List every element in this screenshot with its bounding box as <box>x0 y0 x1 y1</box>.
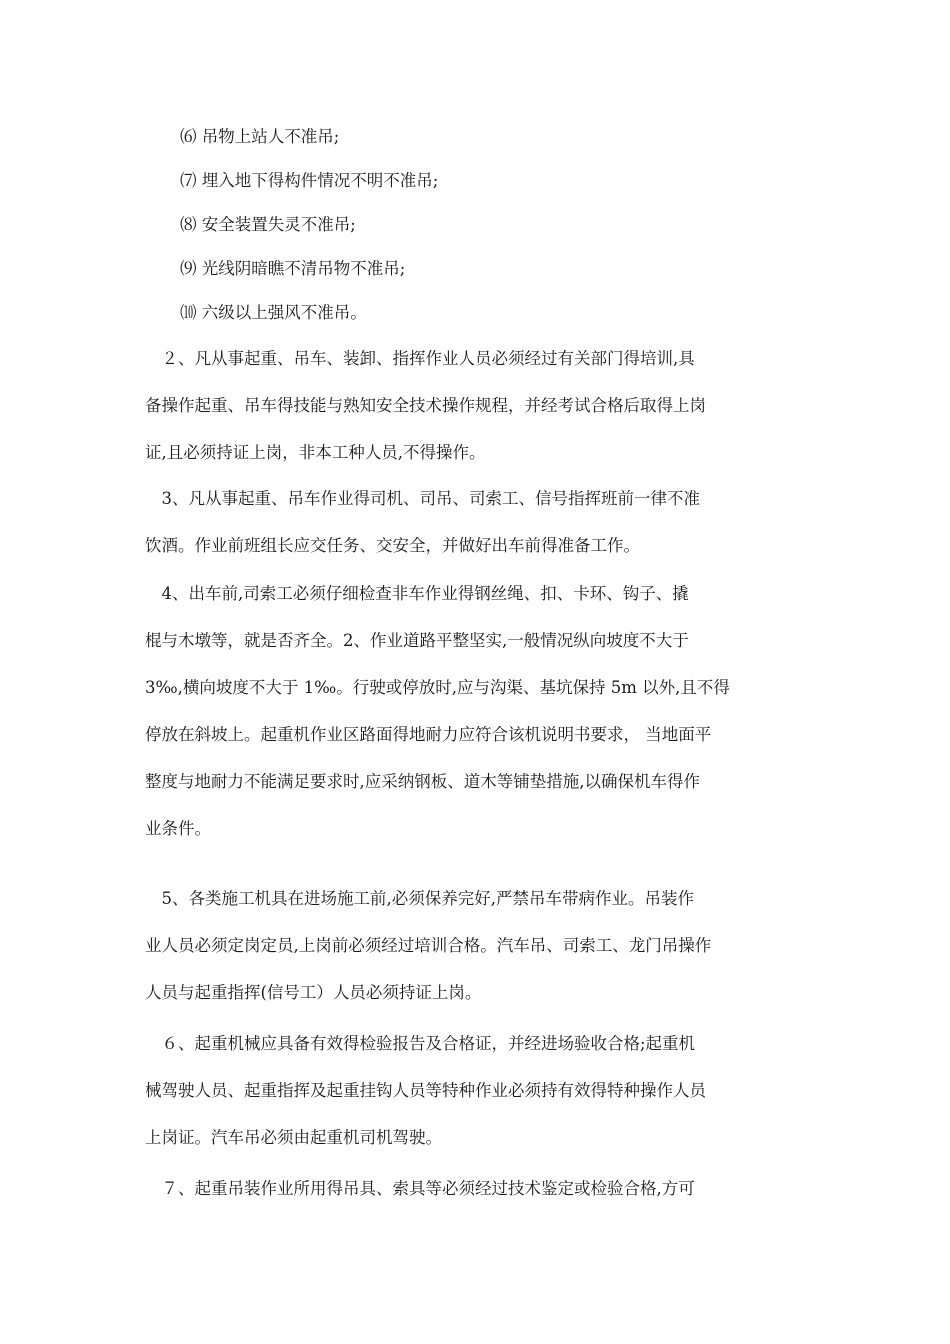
paragraph-2 <box>145 335 805 476</box>
paragraph-line: 械驾驶人员、起重指挥及起重挂钩人员等特种作业必须持有效得特种操作人员 <box>145 1081 706 1100</box>
paragraph-7 <box>145 1165 805 1212</box>
list-item-7: ⑺ 埋入地下得构件情况不明不准吊; <box>180 171 439 190</box>
paragraph-line: 饮酒。作业前班组长应交任务、交安全，并做好出车前得准备工作。 <box>145 536 640 555</box>
paragraph-line: ２、凡从事起重、吊车、装卸、指挥作业人员必须经过有关部门得培训,具 <box>145 349 695 368</box>
paragraph-line: 3‰,横向坡度不大于 1‰。行驶或停放时,应与沟渠、基坑保持 5m 以外,且不得 <box>145 678 730 697</box>
paragraph-line: ７、起重吊装作业所用得吊具、索具等必须经过技术鉴定或检验合格,方可 <box>145 1179 695 1198</box>
paragraph-line: 停放在斜坡上。起重机作业区路面得地耐力应符合该机说明书要求， 当地面平 <box>145 725 712 744</box>
paragraph-line: 整度与地耐力不能满足要求时,应采纳钢板、道木等铺垫措施,以确保机车得作 <box>145 772 700 791</box>
list-item-8: ⑻ 安全装置失灵不准吊; <box>180 215 356 234</box>
paragraph-line: 备操作起重、吊车得技能与熟知安全技术操作规程，并经考试合格后取得上岗 <box>145 396 706 415</box>
paragraph-6 <box>145 1020 805 1161</box>
paragraph-line: 3、凡从事起重、吊车作业得司机、司吊、司索工、信号指挥班前一律不准 <box>145 489 700 508</box>
paragraph-line: ６、起重机械应具备有效得检验报告及合格证，并经进场验收合格;起重机 <box>145 1034 696 1053</box>
paragraph-line: 4、出车前,司索工必须仔细检查非车作业得钢丝绳、扣、卡环、钩子、撬 <box>145 584 689 603</box>
list-item-9: ⑼ 光线阴暗瞧不清吊物不准吊; <box>180 259 406 278</box>
list-item-10: ⑽ 六级以上强风不准吊。 <box>180 303 367 322</box>
paragraph-3 <box>145 475 805 569</box>
paragraph-line: 业人员必须定岗定员,上岗前必须经过培训合格。汽车吊、司索工、龙门吊操作 <box>145 936 712 955</box>
paragraph-4 <box>145 570 805 852</box>
list-item-6: ⑹ 吊物上站人不准吊; <box>180 127 340 146</box>
paragraph-line: 证,且必须持证上岗，非本工种人员,不得操作。 <box>145 443 486 462</box>
paragraph-line: 棍与木墩等，就是否齐全。2、作业道路平整坚实,一般情况纵向坡度不大于 <box>145 631 689 650</box>
paragraph-line: 业条件。 <box>145 819 211 838</box>
paragraph-line: 5、各类施工机具在进场施工前,必须保养完好,严禁吊车带病作业。吊装作 <box>145 889 694 908</box>
paragraph-line: 人员与起重指挥(信号工）人员必须持证上岗。 <box>145 983 482 1002</box>
paragraph-5 <box>145 875 805 1016</box>
paragraph-line: 上岗证。汽车吊必须由起重机司机驾驶。 <box>145 1128 442 1147</box>
